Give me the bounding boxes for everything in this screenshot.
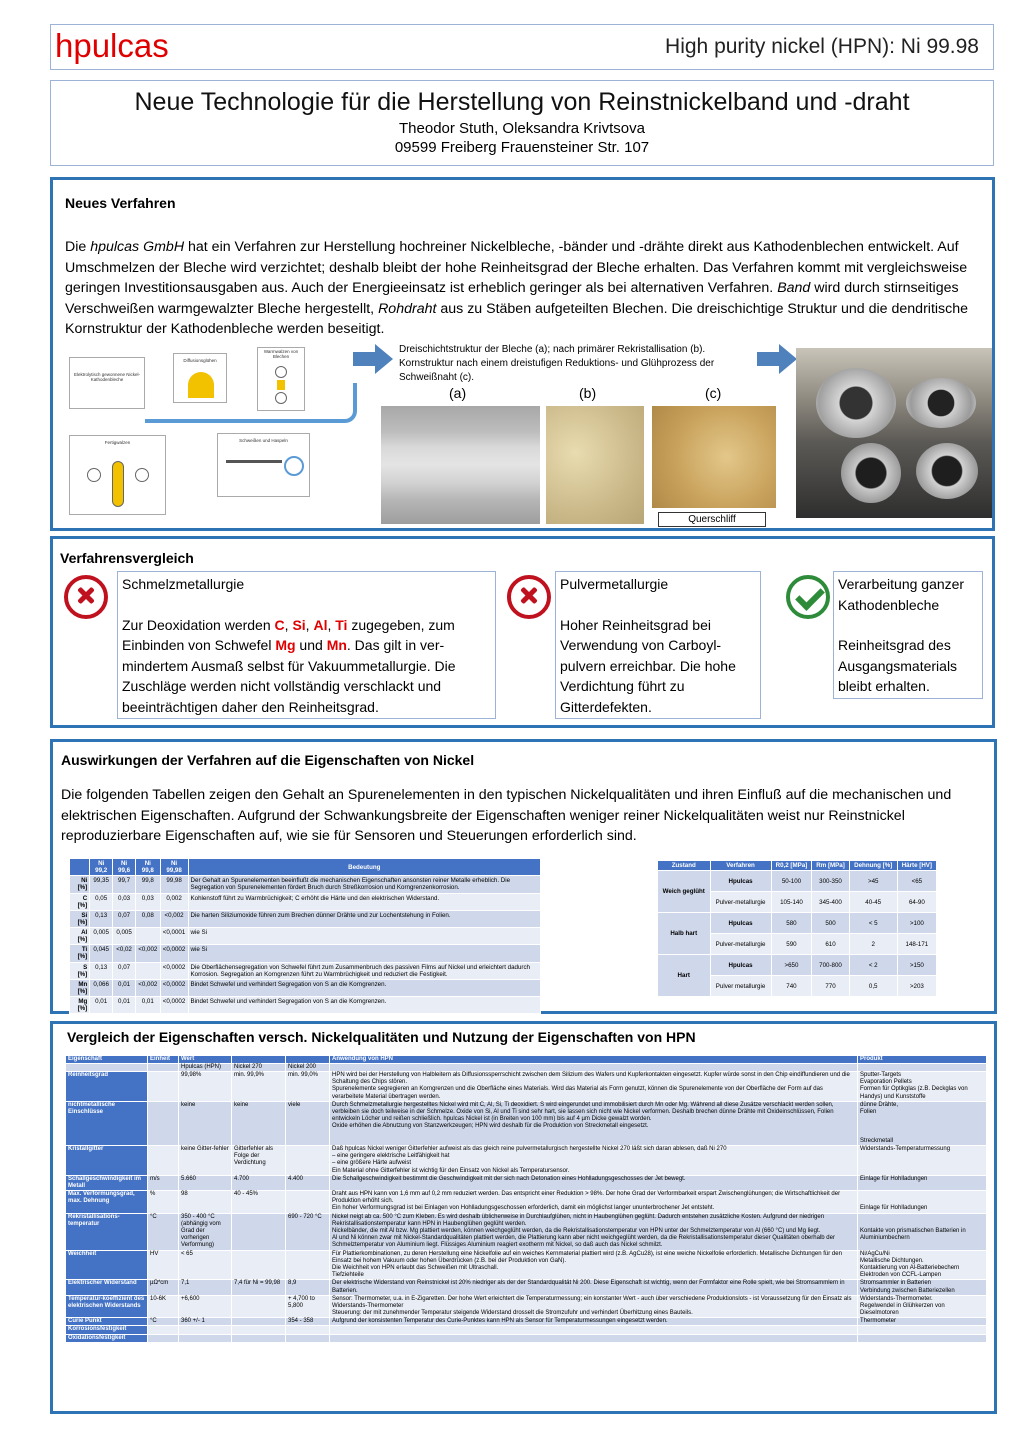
table-cell	[148, 1063, 179, 1071]
table-cell: 590	[771, 934, 812, 955]
table-cell: 0,07	[113, 910, 136, 927]
card-title: Pulvermetallurgie	[560, 576, 669, 592]
table-cell: 5.660	[179, 1175, 232, 1190]
table-cell	[858, 1063, 987, 1071]
table-cell: 4.400	[286, 1175, 330, 1190]
card-powder	[555, 571, 761, 719]
table-cell: 0,005	[90, 928, 113, 945]
table-cell: Max. Verformungsgrad, max. Dehnung	[66, 1191, 148, 1214]
table-cell: 98	[179, 1191, 232, 1214]
coil-icon	[112, 461, 124, 507]
table-cell: <0,002	[160, 910, 188, 927]
table-cell: 770	[812, 976, 849, 997]
table-cell: Bindet Schwefel und verhindert Segregation von S an die Korngrenzen.	[188, 979, 540, 996]
property-usage-table	[65, 1055, 987, 1343]
company-name: hpulcas GmbH	[90, 239, 185, 255]
arrow-right-icon	[757, 344, 797, 374]
table-cell: nichtmetallische Einschlüsse	[66, 1101, 148, 1145]
table-cell: + 4,700 to 5,800	[286, 1295, 330, 1318]
table-cell: HPN wird bei der Herstellung von Halbleitern als Diffusionssperrschicht zwischen dem Silizium des Wafers und Kupferkontakten eingesetzt. Kupfer würde sonst in den Chip eindiffundieren und die Schaltung des Chips stören. Spurenelemente segregieren an Korngrenzen und die Oberfläche eines Materials. Wird das Material als Form genutzt, können die Spurenelemente von der Oberfläche der Form auf das verarbeitete Material übertragen werden.	[330, 1072, 858, 1102]
table-row	[70, 876, 541, 893]
table-cell	[858, 1334, 987, 1342]
table-cell: Al [%]	[70, 928, 90, 945]
table-cell: Weichheit	[66, 1250, 148, 1280]
cross-icon	[507, 575, 551, 619]
table-cell: min. 99,0%	[286, 1072, 330, 1102]
table-cell: 610	[812, 934, 849, 955]
table-cell: Ni [%]	[70, 876, 90, 893]
text: . Das gilt in ver-mindertem Ausmaß selbst für Vakuummetallurgie. Die Zuschläge werden nicht vollständig verschlackt und beeinträchtigen daher den Reinheitsgrad.	[122, 637, 456, 715]
mechanical-properties-table	[657, 860, 937, 997]
table-row	[66, 1250, 987, 1280]
table-cell: 0,066	[90, 979, 113, 996]
table-row	[66, 1213, 987, 1250]
card-title: Verarbeitung ganzer Kathodenbleche	[838, 576, 965, 613]
section-body	[65, 237, 980, 340]
table-cell	[286, 1334, 330, 1342]
table-cell: < 65	[179, 1250, 232, 1280]
table-cell: Elektrischer Widerstand	[66, 1280, 148, 1295]
table-cell: Pulver metallurgie	[710, 976, 771, 997]
table-cell: 350 - 400 °C (abhängig vom Grad der vorherigen Verformung)	[179, 1213, 232, 1250]
coil-photo	[841, 443, 901, 503]
table-cell: Sensor: Thermometer, u.a. in E-Zigaretten. Der hohe Wert erleichtert die Temperaturmessung; ein konstanter Wert - auch über verschiedene Produktionslots - ist Voraussetzung für den Einsatz als Widerstands-Thermometer Steuerung: der mit zunehmender Temperatur steigende Widerstand drosselt die Stromzufuhr und verhindert Überhitzung eines Bauteils.	[330, 1295, 858, 1318]
table-row	[66, 1175, 987, 1190]
table-cell: Draht aus HPN kann von 1,6 mm auf 0,2 mm reduziert werden. Das entspricht einer Reduktion > 98%. Der hohe Grad der Verformbarkeit erspart Zwischenglühungen; die Wirtschaftlichkeit der Produktion erhöht sich. Ein hoher Verformungsgrad ist bei Einlagen von Hohlladungsgeschossen erforderlich, damit ein möglichst langer ununterbrochener Jet entsteht.	[330, 1191, 858, 1214]
table-cell: Mg [%]	[70, 997, 90, 1014]
table-cell: <0,0002	[160, 945, 188, 962]
table-cell	[330, 1063, 858, 1071]
table-cell: 8,9	[286, 1280, 330, 1295]
text: ,	[284, 616, 293, 633]
element-mn: Mn	[326, 637, 347, 653]
column-header: Rm [MPa]	[812, 861, 849, 871]
table-cell: Die Schallgeschwindigkeit bestimmt die Geschwindigkeit mit der sich nach Detonation eines Hohlladungsgeschosses der Jet bewegt.	[330, 1175, 858, 1190]
table-cell: 148-171	[897, 934, 936, 955]
column-header: Ni 99,2	[90, 859, 113, 876]
table-cell	[330, 1334, 858, 1342]
element-al: Al	[313, 616, 328, 633]
table-cell: Kristallgitter	[66, 1145, 148, 1175]
table-cell: <0,0002	[160, 979, 188, 996]
table-cell: 0,002	[160, 893, 188, 910]
table-row	[66, 1326, 987, 1334]
table-row	[66, 1318, 987, 1326]
section-new-process	[50, 177, 995, 531]
table-cell: 0,13	[90, 910, 113, 927]
coiler-icon	[284, 456, 304, 476]
table-cell: HV	[148, 1250, 179, 1280]
table-cell	[232, 1295, 286, 1318]
card-body: Reinheitsgrad des Ausgangsmaterials bleibt erhalten.	[838, 637, 958, 694]
text: wird durch stirnseitiges Verschweißen warmgewalzter Bleche hergestellt,	[65, 280, 959, 317]
column-header: Verfahren	[710, 861, 771, 871]
table-cell: Stromsammler in Batterien Verbindung zwischen Batteriezellen	[858, 1280, 987, 1295]
section-heading: Verfahrensvergleich	[60, 550, 194, 566]
coil-photo	[916, 443, 978, 499]
table-cell: 40 - 45%	[232, 1191, 286, 1214]
table-cell	[286, 1250, 330, 1280]
column-header: Ni 99,8	[136, 859, 161, 876]
column-header: Wert	[179, 1056, 232, 1064]
table-cell	[232, 1318, 286, 1326]
table-cell	[148, 1326, 179, 1334]
table-cell: Hart	[658, 955, 711, 997]
column-header: Härte [HV]	[897, 861, 936, 871]
table-cell: 105-140	[771, 892, 812, 913]
text: aus zu Stäben aufgeteilten Blechen. Die dreischichtige Struktur und die dendritische Kornstruktur der Kathodenbleche werden beseitigt.	[65, 300, 969, 337]
table-cell: Ti [%]	[70, 945, 90, 962]
column-header: Produkt	[858, 1056, 987, 1064]
table-cell: 99,98%	[179, 1072, 232, 1102]
table-cell	[148, 1072, 179, 1102]
table-cell: 7,4 für Ni = 99,98	[232, 1280, 286, 1295]
table-cell: 0,03	[113, 893, 136, 910]
table-cell: 10-6K	[148, 1295, 179, 1318]
check-icon	[786, 575, 830, 619]
column-header: Dehnung [%]	[849, 861, 897, 871]
table-cell: Curie Punkt	[66, 1318, 148, 1326]
table-row	[658, 955, 937, 976]
cross-section-label: Querschliff	[658, 512, 766, 527]
table-cell: Sputter-Targets Evaporation Pellets Formen für Optikglas (z.B. Deckglas von Handys) und Kunststoffe	[858, 1072, 987, 1102]
table-cell	[330, 1326, 858, 1334]
brand-logo: hpulcas	[55, 27, 169, 64]
strip-icon	[226, 460, 282, 463]
text: und	[295, 637, 327, 653]
table-cell: 0,01	[90, 997, 113, 1014]
table-cell: Einlage für Hohlladungen	[858, 1175, 987, 1190]
micrograph-c	[652, 406, 776, 508]
table-cell	[858, 1326, 987, 1334]
arrow-right-icon	[353, 344, 393, 374]
table-cell	[232, 1213, 286, 1250]
table-row	[658, 871, 937, 892]
column-header: Ni 99,6	[113, 859, 136, 876]
column-header: Bedeutung	[188, 859, 540, 876]
table-row	[66, 1063, 987, 1071]
table-cell	[136, 962, 161, 979]
table-cell: Hpulcas	[710, 913, 771, 934]
table-cell: 0,045	[90, 945, 113, 962]
table-cell: +6,600	[179, 1295, 232, 1318]
table-cell: wie Si	[188, 945, 540, 962]
table-cell: keine Gitter-fehler	[179, 1145, 232, 1175]
table-cell: keine	[232, 1101, 286, 1145]
table-cell: < 2	[849, 955, 897, 976]
table-row	[70, 962, 541, 979]
term-rohdraht: Rohdraht	[378, 300, 437, 317]
element-mg: Mg	[275, 637, 296, 653]
roller-icon	[135, 468, 149, 482]
table-cell	[136, 928, 161, 945]
table-cell: 690 - 720 °C	[286, 1213, 330, 1250]
card-melting	[117, 571, 496, 719]
table-row	[70, 893, 541, 910]
table-cell: 7,1	[179, 1280, 232, 1295]
table-cell: Pulver-metallurgie	[710, 892, 771, 913]
card-cathode	[833, 571, 983, 699]
table-cell: m/s	[148, 1175, 179, 1190]
table-cell: Oxidationsfestigkeit	[66, 1334, 148, 1342]
table-cell: wie Si	[188, 928, 540, 945]
label-a: (a)	[449, 385, 467, 401]
table-cell: 0,5	[849, 976, 897, 997]
column-header	[286, 1056, 330, 1064]
header-tagline: High purity nickel (HPN): Ni 99.98	[665, 35, 979, 58]
table-cell: Halb hart	[658, 913, 711, 955]
coil-photo	[816, 368, 896, 438]
diagram-finish-rolling-box	[69, 435, 166, 515]
table-cell	[286, 1145, 330, 1175]
column-header: Zustand	[658, 861, 711, 871]
table-cell: <0,002	[136, 945, 161, 962]
table-cell: Nickel 270	[232, 1063, 286, 1071]
card-body: Hoher Reinheitsgrad bei Verwendung von Carboyl-pulvern erreichbar. Die hohe Verdichtung führt zu Gitterdefekten.	[560, 616, 736, 715]
roller-icon	[87, 468, 101, 482]
table-cell: 0,01	[136, 997, 161, 1014]
section-effects	[50, 739, 997, 1014]
table-cell	[286, 1326, 330, 1334]
section-process-comparison	[50, 536, 995, 728]
table-row	[66, 1280, 987, 1295]
diagram-label: Fertigwalzen	[104, 440, 131, 445]
table-cell: 0,01	[113, 979, 136, 996]
table-cell: Der Gehalt an Spurenelementen beeinflußt die mechanischen Eigenschaften ansonsten reiner Metalle erheblich. Die Segregation von Spurenelementen fördert Bruch durch Streßkorrosion und Korngrenzenkorrosion.	[188, 876, 540, 893]
title-block	[50, 80, 994, 166]
table-cell: 0,05	[90, 893, 113, 910]
table-cell: 2	[849, 934, 897, 955]
table-row	[70, 997, 541, 1014]
text: Die	[65, 239, 91, 255]
table-cell: >150	[897, 955, 936, 976]
table-cell: µΩ*cm	[148, 1280, 179, 1295]
table-cell: Widerstands-Temperaturmessung	[858, 1145, 987, 1175]
table-cell: Widerstands-Thermometer. Regelwendel in Glühkerzen von Dieselmotoren	[858, 1295, 987, 1318]
table-cell: 500	[812, 913, 849, 934]
table-cell: Ni/AgCu/Ni Metallische Dichtungen. Kontaktierung von Al-Batteriebechern Elektroden von CCFL-Lampen	[858, 1250, 987, 1280]
table-cell: >100	[897, 913, 936, 934]
roller-icon	[275, 366, 287, 378]
micrograph-b	[546, 406, 644, 524]
section-heading: Vergleich der Eigenschaften versch. Nickelqualitäten und Nutzung der Eigenschaften von HPN	[67, 1029, 696, 1045]
table-cell: Nickel 200	[286, 1063, 330, 1071]
table-cell: 99,7	[113, 876, 136, 893]
table-cell: < 5	[849, 913, 897, 934]
table-cell: Rekristallisations-temperatur	[66, 1213, 148, 1250]
table-cell	[148, 1145, 179, 1175]
table-cell: Reinheitsgrad	[66, 1072, 148, 1102]
table-row	[66, 1334, 987, 1342]
table-row	[658, 913, 937, 934]
table-cell: Durch Schmelzmetallurgie hergestelltes Nickel wird mit C, Al, Si, Ti deoxidiert. S wird eingerundet und immobilisiert durch Mn oder Mg. Während all diese Zusätze verschlackt werden sollen, verbleiben sie doch teilweise in der Schmelze. Oxide von Si, Al und Ti sind sehr hart, sie lassen sich nicht wie Nickel verformen. Deshalb brechen dünne Drähte mit Oxideinschlüssen, Folien entwickeln Löcher und reißen schließlich. hpulcas Nickel ist (in Breiten von 100 mm) bis auf 4 µm Dicke gewalzt worden. Oxide erhöhen die Abnutzung von Stanzwerkzeugen; HPN wird deshalb für die Produktion von Streckmetall eingesetzt.	[330, 1101, 858, 1145]
table-cell: >650	[771, 955, 812, 976]
table-cell	[148, 1334, 179, 1342]
table-cell: <0,0001	[160, 928, 188, 945]
table-cell: Gitterfehler als Folge der Verdichtung	[232, 1145, 286, 1175]
table-cell: Schallgeschwindigkeit im Metall	[66, 1175, 148, 1190]
micrograph-a	[381, 406, 540, 524]
table-cell: 300-350	[812, 871, 849, 892]
table-cell: Nickel neigt ab ca. 500 °C zum Kleben. Es wird deshalb üblicherweise in Durchlaufglühen, nicht in Haubenglühen geglüht. Dadurch entstehen zusätzliche Kosten. Aufgrund der niedrigen Rekristallisationstemperatur kann HPN in Haubenglühen geglüht werden. Nickelbänder, die mit Al bzw. Mg plattiert werden, können weichgeglüht werden, da die Rekristallisationstemperatur von HPN unter der Schmelztemperatur von Al (660 °C) und Mg liegt. Al und Ni können zwar mit Nickel-Standardqualitäten plattiert werden, die Plattierung kann aber nicht weichgeglüht werden, da die Rekristallisationstemperatur dieser Qualitäten oberhalb der Schmelztemperatur von Aluminium liegt. Flüssiges Aluminium reagiert exotherm mit Nickel, so daß auch das Nickel schmilzt.	[330, 1213, 858, 1250]
table-cell: Kohlenstoff führt zu Warmbrüchigkeit; C erhöht die Härte und den elektrischen Widerstand.	[188, 893, 540, 910]
diagram-welding-box	[217, 433, 310, 497]
diagram-label: Diffusionsglühen	[183, 358, 217, 363]
table-cell: 50-100	[771, 871, 812, 892]
micrograph-caption: Dreischichtstruktur der Bleche (a); nach primärer Rekristallisation (b). Kornstruktur nach einem dreistufigen Reduktions- und Glühprozess der Schweißnaht (c).	[399, 344, 715, 383]
table-cell: Hpulcas	[710, 871, 771, 892]
authors: Theodor Stuth, Oleksandra Krivtsova	[399, 120, 645, 137]
table-cell: Mn [%]	[70, 979, 90, 996]
label-c: (c)	[705, 385, 722, 401]
section-heading: Auswirkungen der Verfahren auf die Eigenschaften von Nickel	[61, 752, 475, 768]
table-cell: <0,002	[136, 979, 161, 996]
table-cell: >45	[849, 871, 897, 892]
diagram-label: Elektrolytisch gewonnene Nickel-Kathodenbleche	[73, 372, 141, 382]
table-cell: Die Oberflächensegregation von Schwefel führt zum Zusammenbruch des passiven Films auf Nickel und erleichtert dadurch Korrosion. Segregation an Korngrenzen führt zu Warmbrüchigkeit und reduziert die Festigkeit.	[188, 962, 540, 979]
table-row	[70, 979, 541, 996]
table-cell: 0,07	[113, 962, 136, 979]
page-title: Neue Technologie für die Herstellung von Reinstnickelband und -draht	[134, 88, 910, 116]
table-row	[66, 1295, 987, 1318]
element-ti: Ti	[335, 616, 348, 633]
coil-photo	[906, 378, 976, 428]
text: zugegeben, zum Einbinden von Schwefel	[122, 616, 455, 653]
table-cell	[232, 1334, 286, 1342]
table-cell: 354 - 358	[286, 1318, 330, 1326]
table-cell: <65	[897, 871, 936, 892]
table-cell: 0,08	[136, 910, 161, 927]
table-cell: 99,98	[160, 876, 188, 893]
table-cell: °C	[148, 1213, 179, 1250]
card-title: Schmelzmetallurgie	[122, 576, 245, 592]
section-heading: Neues Verfahren	[65, 195, 176, 211]
table-cell: Si [%]	[70, 910, 90, 927]
table-cell: Aufgrund der konsistenten Temperatur des Curie-Punktes kann HPN als Sensor für Temperaturmessungen eingesetzt werden.	[330, 1318, 858, 1326]
table-cell: 345-400	[812, 892, 849, 913]
table-cell: Pulver-metallurgie	[710, 934, 771, 955]
text: hat ein Verfahren zur Herstellung hochreiner Nickelbleche, -bänder und -drähte direkt aus Kathodenblechen entwickelt. Auf Umschmelzen der Bleche wird verzichtet; deshalb bleibt der hohe Reinheitsgrad der Bleche erhalten. Das Verfahren kommt mit vergleichsweise geringen Investitionsausgaben aus. Auch der Energieeinsatz ist erheblich geringer als bei alternativen Verfahren.	[65, 239, 968, 296]
table-cell: 64-90	[897, 892, 936, 913]
table-cell: dünne Drähte, Folien Streckmetall	[858, 1101, 987, 1145]
table-row	[70, 928, 541, 945]
cross-icon	[64, 575, 108, 619]
table-row	[66, 1072, 987, 1102]
table-cell	[179, 1326, 232, 1334]
table-cell: min. 99,9%	[232, 1072, 286, 1102]
table-cell: 580	[771, 913, 812, 934]
table-cell: 99,8	[136, 876, 161, 893]
table-cell: 0,13	[90, 962, 113, 979]
column-header: R0,2 [MPa]	[771, 861, 812, 871]
diagram-label: Warmwalzen von Blechen	[263, 349, 299, 359]
table-cell: C [%]	[70, 893, 90, 910]
section-property-comparison	[50, 1021, 997, 1414]
table-cell	[66, 1063, 148, 1071]
header-bar	[50, 24, 994, 70]
table-cell: >203	[897, 976, 936, 997]
table-cell	[179, 1334, 232, 1342]
table-cell: Der elektrische Widerstand von Reinstnickel ist 20% niedriger als der der Standardqualität Ni 200. Diese Eigenschaft ist wichtig, wenn der Formfaktor eine Rolle spielt, wie bei Stromsammlern in Batterien.	[330, 1280, 858, 1295]
element-c: C	[274, 616, 285, 633]
flow-connector	[145, 383, 357, 423]
table-cell: Hpulcas	[710, 955, 771, 976]
table-cell: °C	[148, 1318, 179, 1326]
product-photo	[796, 348, 992, 518]
column-header	[232, 1056, 286, 1064]
table-cell: 40-45	[849, 892, 897, 913]
table-cell: 0,01	[113, 997, 136, 1014]
table-cell: Korrosionsfestigkeit	[66, 1326, 148, 1334]
table-cell	[286, 1191, 330, 1214]
table-cell: 0,005	[113, 928, 136, 945]
text: ,	[305, 616, 314, 633]
diagram-cathode-box	[69, 357, 145, 409]
table-cell: 700-800	[812, 955, 849, 976]
table-cell: keine	[179, 1101, 232, 1145]
table-cell: Weich geglüht	[658, 871, 711, 913]
table-row	[70, 910, 541, 927]
table-cell: Temperatur-koeffizient des elektrischen Widerstands	[66, 1295, 148, 1318]
section-body: Die folgenden Tabellen zeigen den Gehalt an Spurenelementen in den typischen Nickelqualitäten und ihren Einfluß auf die mechanischen und elektrischen Eigenschaften. Aufgrund der Schwankungsbreite der Eigenschaften weniger reiner Nickelqualitäten weist nur Reinstnickel reproduzierbare Eigenschaften auf, wie sie für Sensoren und Steuerungen erforderlich sind.	[61, 787, 952, 844]
table-cell	[232, 1326, 286, 1334]
element-si: Si	[292, 616, 306, 633]
label-b: (b)	[579, 385, 597, 401]
text: ,	[327, 616, 336, 633]
text: Zur Deoxidation werden	[122, 616, 275, 633]
table-cell	[148, 1101, 179, 1145]
address: 09599 Freiberg Frauensteiner Str. 107	[394, 139, 650, 156]
table-cell: Einlage für Hohlladungen	[858, 1191, 987, 1214]
table-cell: Bindet Schwefel und verhindert Segregation von S an die Korngrenzen.	[188, 997, 540, 1014]
table-cell: <0,0002	[160, 962, 188, 979]
table-cell: Kontakte von prismatischen Batterien in Aluminiumbechern	[858, 1213, 987, 1250]
trace-element-table	[69, 858, 541, 1014]
table-cell: 0,03	[136, 893, 161, 910]
table-cell	[232, 1250, 286, 1280]
term-band: Band	[777, 280, 811, 296]
column-header: Eigenschaft	[66, 1056, 148, 1064]
table-cell: 360 +/- 1	[179, 1318, 232, 1326]
table-cell: Die harten Siliziumoxide führen zum Brechen dünner Drähte und zur Lochentstehung in Folien.	[188, 910, 540, 927]
process-diagram	[67, 345, 362, 525]
table-cell: 99,35	[90, 876, 113, 893]
table-cell: Für Plattierkombinationen, zu deren Herstellung eine Nickelfolie auf ein weiches Kernmaterial plattiert wird (z.B. AgCu28), ist eine weiche Nickelfolie erforderlich. Metallische Dichtungen für den Einsatz bei hohem Vakuum oder hohen Überdrücken (z.B. bei der Produktion von GaN). Die Weichheit von HPN erlaubt das Schweißen mit Ultraschall. Tiefziehteile	[330, 1250, 858, 1280]
table-row	[66, 1101, 987, 1145]
table-cell: Thermometer	[858, 1318, 987, 1326]
column-header: Anwendung von HPN	[330, 1056, 858, 1064]
column-header: Einheit	[148, 1056, 179, 1064]
table-cell: Daß hpulcas Nickel weniger Gitterfehler aufweist als das gleich reine pulvermetallurgisch hergestellte Nickel 270 läßt sich daran ablesen, daß Ni 270 – eine geringere elektrische Leitfähigkeit hat – eine größere Härte aufweist Ein Material ohne Gitterfehler ist wichtig für den Einsatz von Nickel als Temperatursensor.	[330, 1145, 858, 1175]
table-row	[66, 1145, 987, 1175]
table-cell: 4.700	[232, 1175, 286, 1190]
column-header: Ni 99,98	[160, 859, 188, 876]
table-cell: viele	[286, 1101, 330, 1145]
table-cell: Hpulcas (HPN)	[179, 1063, 232, 1071]
table-cell: <0,0002	[160, 997, 188, 1014]
column-header	[70, 859, 90, 876]
table-row	[66, 1191, 987, 1214]
table-cell: 740	[771, 976, 812, 997]
table-cell: S [%]	[70, 962, 90, 979]
card-body	[122, 615, 491, 718]
table-cell: <0,02	[113, 945, 136, 962]
table-row	[70, 945, 541, 962]
table-cell: %	[148, 1191, 179, 1214]
diagram-label: Schweißen und Haspeln	[239, 438, 288, 443]
